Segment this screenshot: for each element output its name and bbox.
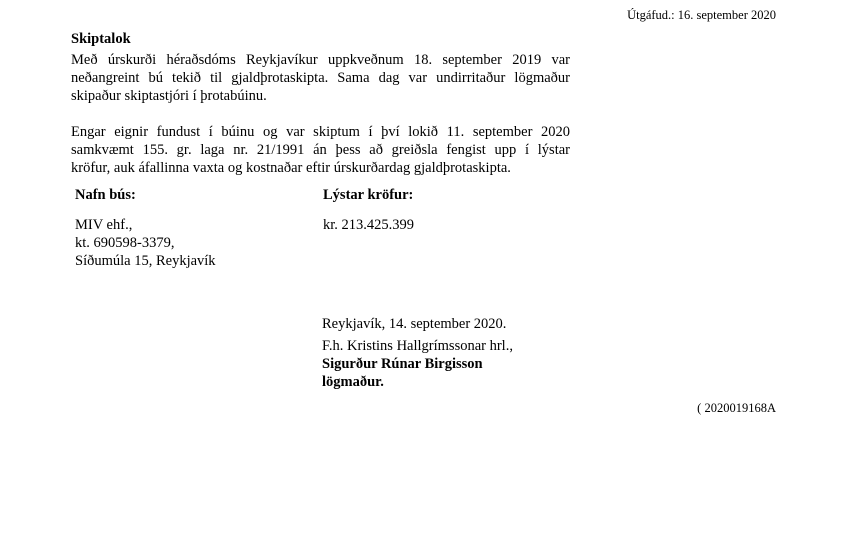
- notice-paragraph-1: [71, 51, 570, 105]
- paragraph-2-line-2: samkvæmt 155. gr. laga nr. 21/1991 án þess að greiðsla fengist upp í lýstar: [71, 142, 570, 158]
- signatory-name: Sigurður Rúnar Birgisson: [322, 356, 483, 372]
- paragraph-1-line-2: neðangreint bú tekið til gjaldþrotaskipta. Sama dag var undirritaður lögmaður: [71, 70, 570, 86]
- paragraph-1-line-3: skipaður skiptastjóri í þrotabúinu.: [71, 88, 267, 104]
- signature-place-date: Reykjavík, 14. september 2020.: [322, 316, 507, 332]
- debtor-id: kt. 690598-3379,: [75, 235, 175, 251]
- notice-paragraph-2: [71, 123, 570, 177]
- paragraph-2-line-1: Engar eignir fundust í búinu og var skiptum í því lokið 11. september 2020: [71, 124, 570, 140]
- publication-date: Útgáfud.: 16. september 2020: [627, 8, 776, 22]
- signature-on-behalf: F.h. Kristins Hallgrímssonar hrl.,: [322, 338, 513, 354]
- debtor-details: [75, 216, 216, 270]
- notice-title: Skiptalok: [71, 31, 131, 47]
- signature-block: [322, 315, 513, 391]
- estate-name-header: Nafn bús:: [75, 187, 136, 203]
- claims-amount: kr. 213.425.399: [323, 217, 415, 233]
- debtor-name: MIV ehf.,: [75, 217, 133, 233]
- debtor-address: Síðumúla 15, Reykjavík: [75, 253, 216, 269]
- reference-number: ( 2020019168A: [697, 401, 776, 415]
- claims-header: Lýstar kröfur:: [323, 187, 414, 203]
- paragraph-1-line-1: Með úrskurði héraðsdóms Reykjavíkur uppkveðnum 18. september 2019 var: [71, 52, 570, 68]
- paragraph-2-line-3: kröfur, auk áfallinna vaxta og kostnaðar eftir úrskurðardag gjaldþrotaskipta.: [71, 160, 511, 176]
- signatory-role: lögmaður.: [322, 374, 384, 390]
